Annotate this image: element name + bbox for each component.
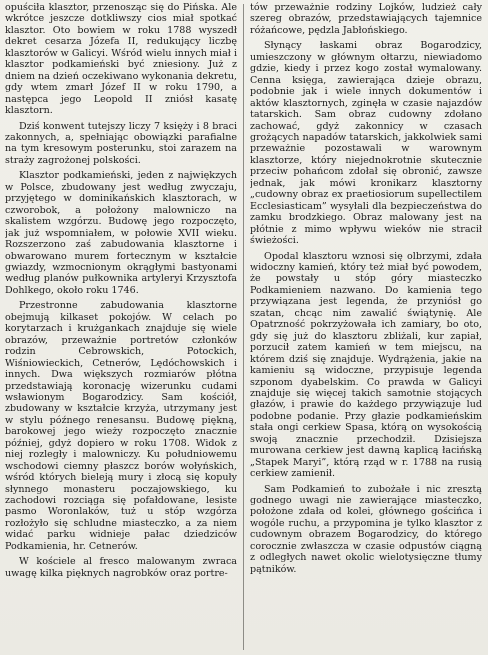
paragraph-town-description: Sam Podkamień to zubożałe i nic zresztą godnego uwagi nie zawierające miasteczko, położone zdała od kolei, głównego gościńca i wogóle ruchu, a przypomina je tylko klasztor z cudownym obrazem Bogarodzicy, do którego corocznie zwłaszcza w czasie odpustów ciągną z odległych nawet okolic wielotysięczne tłumy pątników. xyxy=(250,483,482,575)
paragraph-monastery-building: Klasztor podkamieński, jeden z najwiękzych w Polsce, zbudowany jest według zwyczaju, przyjętego w dominikańskich klasztorach, w czworobok, a położony malowniczo na skalistem wzgórzu. Budowę jego rozpoczęto, jak już wspomniałem, w połowie XVII wieku. Rozszerzono zaś zabudowania klasztorne i obwarowano murem fortecznym w kształcie gwiazdy, wzmocnionym okrągłymi bastyonami według planów pułkownika artyleryi Krzysztofa Dohlkego, około roku 1746. xyxy=(5,170,237,296)
column-divider xyxy=(243,4,244,650)
paragraph-stone-legend: Opodal klasztoru wznosi się olbrzymi, zdała widoczny kamień, który też miał być powodem, że powstały u stóp góry miasteczko Podkamieniem nazwano. Do kamienia tego przywiązana jest legenda, że przyniósł go szatan, chcąc nim zawalić świątynię. Ale Opatrzność pokrzyżowała ich zamiary, bo oto, gdy się już do klasztoru zbliżali, kur zapiał, porzucił zatem kamień w tem miejscu, na którem dziś się znajduje. Wydrążenia, jakie na kamieniu są widoczne, przypisuje legenda szponom dyabelskim. Co prawda w Galicyi znajduje się więcej takich samotnie stojących głazów, i prawie do każdego przywiązuje lud podobne podanie. Przy głazie podkamieńskim stała ongi cerkiew Spasa, którą on wysokością swoją znacznie przechodził. Dzisiejsza murowana cerkiew jest dawną kaplicą łacińską „Stapek Maryi”, którą rząd w r. 1788 na rusią cerkiew zamienił. xyxy=(250,250,482,480)
right-column xyxy=(250,2,482,655)
paragraph-convent-today: Dziś konwent tutejszy liczy 7 księży i 8 braci zakonnych, a, spełniając obowiązki parafialne na tym kresowym posterunku, stoi zarazem na straży zagrożonej polskości. xyxy=(5,120,237,166)
paragraph-portraits: tów przeważnie rodziny Lojków, ludzież cały szereg obrazów, przedstawiających tajemnice różańcowe, pędzla Jabłońskiego. xyxy=(250,2,482,36)
left-column xyxy=(5,2,237,655)
paragraph-church-frescoes: W kościele al fresco malowanym zwraca uwagę kilka pięknych nagrobków oraz portre- xyxy=(5,556,237,579)
paragraph-convent-history: opuściła klasztor, przenosząc się do Pińska. Ale wkrótce jeszcze dotkliwszy cios miał spotkać klasztor. Oto bowiem w roku 1788 wyszedł dekret cesarza Józefa II, redukujący liczbę klasztorów w Galicyi. Wśród wielu innych miał i klasztor podkamieński być zniesiony. Już z dniem na dzień oczekiwano wykonania dekretu, gdy wtem zmarł Józef II w roku 1790, a następca jego Leopold II zniósł kasatę klasztorn. xyxy=(5,2,237,117)
paragraph-miraculous-painting: Słynący łaskami obraz Bogarodzicy, umieszczony w głównym ołtarzu, niewiadomo gdzie, kiedy i przez kogo został wymalowany. Cenna księga, zawierająca dzieje obrazu, podobnie jak i wiele innych dokumentów i aktów klasztornych, zginęła w czasie najazdów tatarskich. Sam obraz cudowny zdołano zachować, gdyż zakonnicy w czasach grożących napadów tatarskich, jakkolwiek sami przeważnie pozostawali w warownym klasztorze, który niejednokrotnie skutecznie przeciw pohańcom zdołał się obronić, zawsze jednak, jak mówi kronikarz klasztorny „cudowny obraz ex praetiosiorum supellectilem Ecclesiasticam” wysyłali dla bezpieczeństwa do zamku brodzkiego. Obraz malowany jest na płótnie z mimo wpływu wieków nie stracił świeżości. xyxy=(250,40,482,247)
paragraph-monastery-interior: Przestronne zabudowania klasztorne obejmują kilkaset pokojów. W celach po korytarzach i krużgankach znajduje się wiele obrazów, przeważnie portretów członków rodzin Cebrowskich, Potockich, Wiśniowieckich, Cetnerów, Lędóchowskich i innych. Dwa większych rozmiarów płótna przedstawiają koronację wizerunku cudami wsławionym Bogarodzicy. Sam kościół, zbudowany w kształcie krzyża, utrzymany jest w stylu późnego renesansu. Budowę piękną, barokowej jego wieży rozpoczęto znacznie później, gdyż dopiero w roku 1708. Widok z niej rozległy i malowniczy. Ku południowemu wschodowi ciemny płaszcz borów wołyńskich, wśród których bieleją mury i złocą się kopuły słynnego monasteru poczajowskiego, ku zachodowi rozciąga się pofałdowane, lesiste pasmo Woronlaków, tuż u stóp wzgórza rozłożyło się schludne miasteczko, a za niem widać parku widnieje pałac dziedziców Podkamienia, hr. Cetnerów. xyxy=(5,300,237,552)
